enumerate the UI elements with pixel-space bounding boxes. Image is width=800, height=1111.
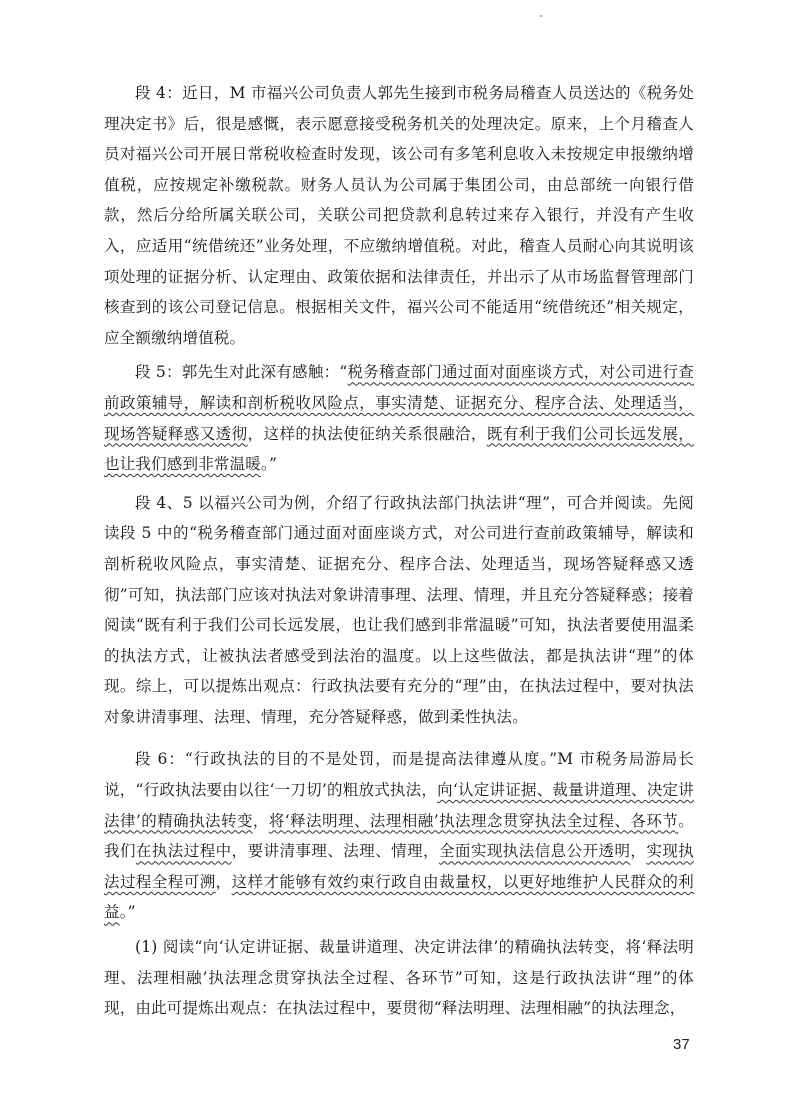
paragraph-5-tail: 。” — [261, 455, 278, 474]
paragraph-6-lead: 段 6：“行政执法的目的不是处罚，而是提高法律遵从度。”M 市税务局游局长说，“行政执法要由以往‘一刀切’的粗放式执法， — [104, 750, 694, 800]
paragraph-6-marked-1: 向‘认定讲证据、裁量讲道理、决定讲法律’的精确执法转变 — [104, 781, 694, 830]
scan-dot — [540, 15, 542, 17]
paragraph-6 — [104, 744, 694, 928]
paragraph-6-marked-2: 将‘释法明理、法理相融’执法理念贯穿执法全过程、各环节 — [268, 811, 679, 830]
paragraph-6-marked-4: 全面实现执法信息公开透明 — [439, 842, 631, 861]
paragraph-6-mid-4: ， — [630, 842, 647, 861]
document-page — [104, 78, 694, 1024]
page-number: 37 — [673, 1036, 690, 1053]
paragraph-6-mid-3: ，要讲清事理、法理、情理， — [231, 842, 439, 861]
paragraph-5-lead: 段 5：郭先生对此深有感触：“ — [135, 363, 348, 382]
paragraph-6-mid-5: ， — [215, 872, 232, 891]
paragraph-5-marked-2: 既有利于我们公司长远发展，也让我们感到非常温暖 — [104, 424, 694, 474]
paragraph-6-mid-1: ， — [252, 811, 269, 830]
paragraph-4: 段 4：近日，M 市福兴公司负责人郭先生接到市税务局稽查人员送达的《税务处理决定书》后，很是感慨，表示愿意接受税务机关的处理决定。原来，上个月稽查人员对福兴公司开展日常税收检查时发现，该公司有多笔利息收入未按规定申报缴纳增值税，应按规定补缴税款。财务人员认为公司属于集团公司，由总部统一向银行借款，然后分给所属关联公司，关联公司把贷款利息转过来存入银行，并没有产生收入，应适用“统借统还”业务处理，不应缴纳增值税。对此，稽查人员耐心向其说明该项处理的证据分析、认定理由、政策依据和法律责任，并出示了从市场监督管理部门核查到的该公司登记信息。根据相关文件，福兴公司不能适用“统借统还”相关规定，应全额缴纳增值税。 — [104, 84, 694, 347]
paragraph-6-marked-6: 这样才能够有效约束行政自由裁量权，以更好地维护人民群众的利益 — [104, 872, 694, 922]
answer-paragraph-1: (1) 阅读“向‘认定讲证据、裁量讲道理、决定讲法律’的精确执法转变，将‘释法明理、法理相融’执法理念贯穿执法全过程、各环节”可知，这是行政执法讲“理”的体现，由此可提炼出观点：在执法过程中，要贯彻“释法明理、法理相融”的执法理念， — [104, 938, 694, 1018]
paragraph-6-marked-3: 在执法过程中 — [135, 842, 232, 861]
analysis-paragraph: 段 4、5 以福兴公司为例，介绍了行政执法部门执法讲“理”，可合并阅读。先阅读段 5 中的“税务稽查部门通过面对面座谈方式，对公司进行查前政策辅导，解读和剖析税收风险点，事实清楚、证据充分、程序合法、处理适当，现场答疑释惑又透彻”可知，执法部门应该对执法对象讲清事理、法理、情理，并且充分答疑释惑；接着阅读“既有利于我们公司长远发展，也让我们感到非常温暖”可知，执法者要使用温柔的执法方式，让被执法者感受到法治的温度。以上这些做法，都是执法讲“理”的体现。综上，可以提炼出观点：行政执法要有充分的“理”由，在执法过程中，要对执法对象讲清事理、法理、情理，充分答疑释惑，做到柔性执法。 — [104, 493, 694, 726]
paragraph-6-tail: 。” — [119, 903, 136, 922]
paragraph-5-mid: ，这样的执法使征纳关系很融洽， — [247, 424, 487, 443]
paragraph-6-mid-2: 。我们 — [104, 811, 694, 861]
paragraph-6-marked-5: 实现执法过程全程可溯 — [104, 842, 694, 891]
paragraph-5-marked-1: 税务稽查部门通过面对面座谈方式，对公司进行查前政策辅导，解读和剖析税收风险点，事实清楚、证据充分、程序合法、处理适当，现场答疑释惑又透彻 — [104, 363, 695, 443]
paragraph-5 — [104, 357, 694, 479]
